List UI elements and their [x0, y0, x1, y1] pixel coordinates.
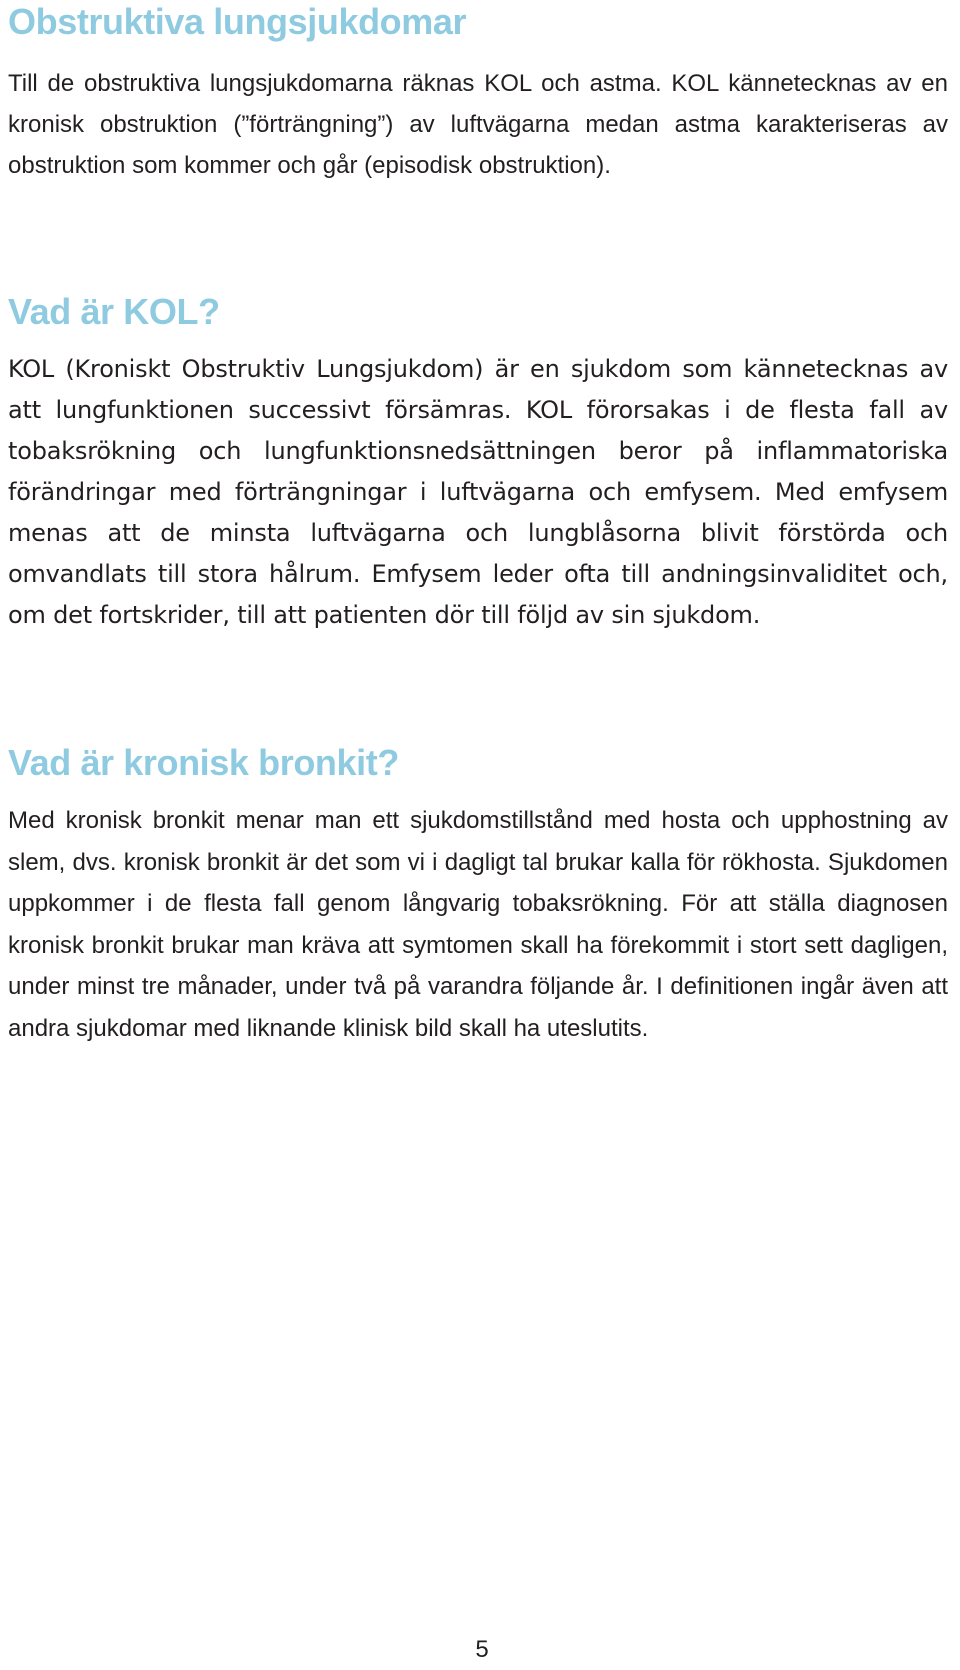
section-body-obstructive-lung-diseases: Till de obstruktiva lungsjukdomarna räknas KOL och astma. KOL kännetecknas av en kronisk obstruktion (”förträngning”) av luftvägarna medan astma karakteriseras av obstruktion som kommer och går (episodisk obstruktion). — [8, 70, 948, 179]
section-title-obstructive-lung-diseases: Obstruktiva lungsjukdomar — [8, 1, 467, 42]
section-title-what-is-kol: Vad är KOL? — [8, 291, 220, 332]
section-title-chronic-bronchitis: Vad är kronisk bronkit? — [8, 742, 399, 783]
page-number: 5 — [475, 1636, 489, 1663]
section-body-chronic-bronchitis: Med kronisk bronkit menar man ett sjukdomstillstånd med hosta och upphostning av slem, dvs. kronisk bronkit är det som vi i dagligt tal brukar kalla för rökhosta. Sjukdomen uppkommer i de flesta fall genom långvarig tobaksrökning. För att ställa diagnosen kronisk bronkit brukar man kräva att symtomen skall ha förekommit i stort sett dagligen, under minst tre månader, under två på varandra följande år. I definitionen ingår även att andra sjukdomar med liknande klinisk bild skall ha uteslutits. — [8, 807, 948, 1042]
section-body-what-is-kol: KOL (Kroniskt Obstruktiv Lungsjukdom) är en sjukdom som kännetecknas av att lungfunktionen successivt försämras. KOL förorsakas i de flesta fall av tobaksrökning och lungfunktionsnedsättningen beror på inflammatoriska förändringar med förträngningar i luftvägarna och emfysem. Med emfysem menas att de minsta luftvägarna och lungblåsorna blivit förstörda och omvandlats till stora hålrum. Emfysem leder ofta till andningsinvaliditet och, om det fortskrider, till att patienten dör till följd av sin sjukdom. — [8, 355, 948, 629]
